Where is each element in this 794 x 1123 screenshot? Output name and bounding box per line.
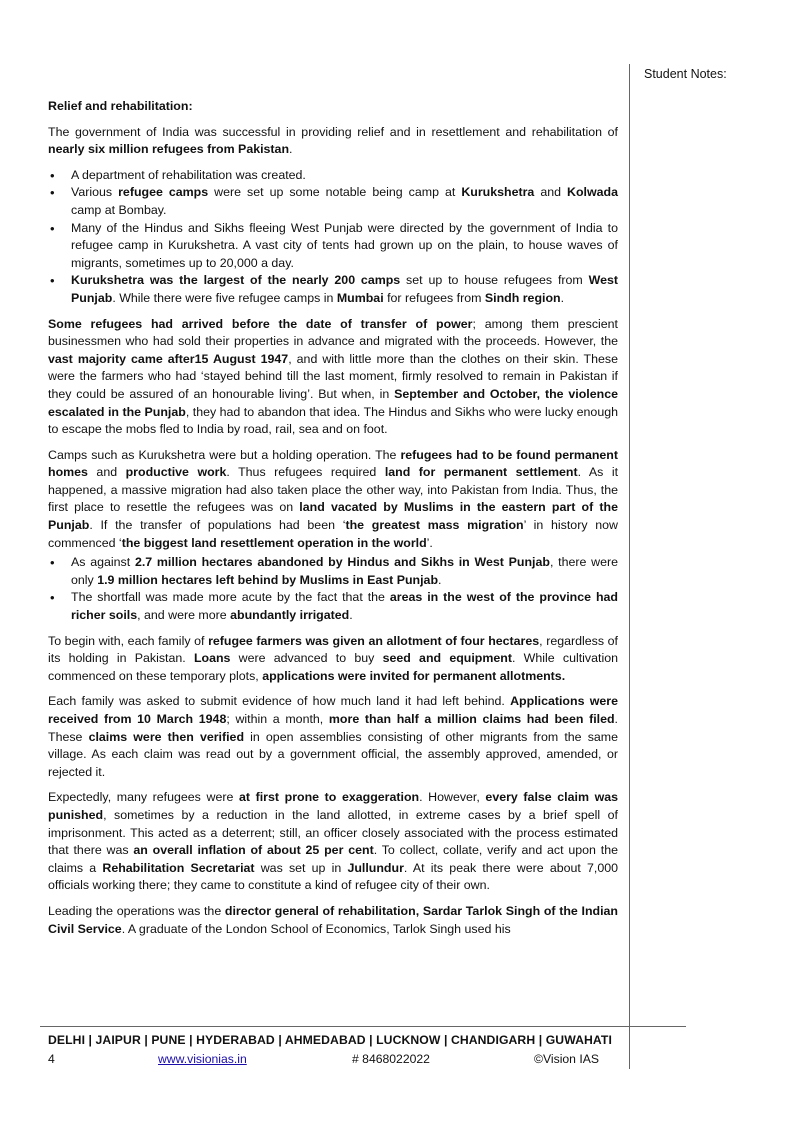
page-number: 4 [48,1052,55,1066]
text-run: and [87,465,126,480]
paragraph-holding-operation [48,447,618,553]
text-run: camp at Bombay. [71,202,167,217]
bold-text: refugee camps [118,185,209,200]
text-run: were advanced to buy [230,651,383,666]
bold-text: director general of rehabilitation, Sardar Tarlok Singh of the Indian Civil Service [48,903,618,936]
text-run: for refugees from [383,290,485,305]
bold-text: more than half a million claims had been filed [328,712,615,726]
bold-text: refugee farmers was given an allotment of four hectares [208,633,540,648]
text-run: The government of India was successful in providing relief and in resettlement and rehabilitation of [48,124,618,139]
text-run: ’. [426,535,433,550]
bold-text: the greatest mass migration [345,518,524,533]
text-run: Expectedly, many refugees were [48,790,239,805]
camps-bullet-list [48,167,618,308]
paragraph-allotment [48,633,618,686]
bold-text: Jullundur [347,860,404,875]
bold-text: nearly six million refugees from Pakistan [48,142,290,157]
text-run: The shortfall was made more acute by the fact that the [71,590,390,605]
bold-text: abundantly irrigated [230,608,350,623]
text-run: in open assemblies consisting of other migrants from the same village. As each claim was read out by a government official, the assembly approved, amended, or rejected it. [48,729,618,779]
bold-text: an overall inflation of about 25 per cent [133,843,374,858]
bold-text: Sindh region [484,290,561,305]
text-run: . [560,290,565,305]
bold-text: Kolwada [567,185,618,200]
paragraph-exaggeration [48,789,618,895]
text-run: . [349,608,353,623]
paragraph-director-general [48,903,618,938]
bold-text: vast majority came after15 August 1947 [48,351,289,366]
text-run: . As it happened, a massive migration had also taken place the other way, into Pakistan from India. Thus, the first place to resettle the refugees was on [48,465,619,515]
text-run: ; within a month, [226,712,329,726]
footer-cities: DELHI | JAIPUR | PUNE | HYDERABAD | AHMEDABAD | LUCKNOW | CHANDIGARH | GUWAHATI [48,1033,612,1047]
bold-text: land vacated by Muslims in the eastern part of the Punjab [48,500,618,533]
text-run: and [534,185,568,200]
text-run: Leading the operations was the [48,903,225,918]
text-run: was set up in [254,860,348,875]
text-run: . While cultivation commenced on these temporary plots, [48,651,618,683]
text-run: were set up some notable being camp at [208,185,462,200]
paragraph-early-refugees [48,316,618,439]
text-run: Camps such as Kurukshetra were but a holding operation. The [48,447,401,462]
text-run: , there were only [71,555,618,587]
text-run: . [289,142,293,157]
bold-text: 1.9 million hectares left behind by Muslims in East Punjab [97,572,439,587]
text-run: , and were more [137,608,231,623]
notes-divider [629,64,630,1069]
land-bullet-list [48,554,618,624]
text-run: Many of the Hindus and Sikhs fleeing West Punjab were directed by the government of India to refugee camp in Kurukshetra. A vast city of tents had grown up on the plain, to house waves of migrants, sometimes up to 20,000 a day. [71,220,618,270]
paragraph-claims [48,693,618,781]
bold-text: September and October, the violence escalated in the Punjab [48,386,618,419]
bullet-item [48,220,618,273]
intro-paragraph [48,124,618,159]
bold-text: 2.7 million hectares abandoned by Hindus and Sikhs in West Punjab [134,555,550,570]
text-run: . If the transfer of populations had been ‘ [89,518,346,533]
student-notes-title: Student Notes: [644,67,727,81]
section-heading: Relief and rehabilitation: [48,99,193,113]
bold-text: refugees had to be found permanent homes [48,447,618,480]
text-run: . [438,572,442,587]
text-run: As against [71,555,135,570]
bold-text: Rehabilitation Secretariat [102,860,255,875]
bold-text: Kurukshetra [461,185,535,200]
text-run: set up to house refugees from [400,273,589,288]
phone-number: # 8468022022 [352,1052,430,1066]
bullet-item [48,167,618,185]
text-run: . A graduate of the London School of Economics, Tarlok Singh used his [121,921,511,936]
bold-text: Some refugees had arrived before the date of transfer of power [48,316,473,331]
text-run: . However, [419,790,486,805]
text-run: , and with little more than the clothes on their skin. These were the farmers who had ‘stayed behind till the last moment, firmly resolved to remain in Pakistan if they could be assured of an honourable living’. But when, in [48,351,618,401]
website-link[interactable]: www.visionias.in [158,1052,247,1066]
text-run: , sometimes by a reduction in the land allotted, in extreme cases by a brief spell of imprisonment. This acted as a deterrent; still, an officer closely associated with the process estimated that there was [48,807,618,858]
bold-text: every false claim was punished [48,790,618,822]
text-run: , they had to abandon that idea. The Hindus and Sikhs who were lucky enough to escape the mobs fled to India by road, rail, sea and on foot. [48,404,618,437]
text-run: . Thus refugees required [226,465,385,480]
text-run: . While there were five refugee camps in [112,290,337,305]
bold-text: claims were then verified [88,729,245,744]
page-content [48,98,618,946]
bold-text: Loans [193,651,231,666]
text-run: Each family was asked to submit evidence of how much land it had left behind. [48,694,511,709]
bold-text: applications were invited for permanent allotments. [262,668,566,683]
bold-text: productive work [125,465,227,480]
text-run: . These [48,712,618,744]
text-run: Various [71,185,119,200]
bullet-item [48,272,618,307]
bold-text: the biggest land resettlement operation in the world [121,535,427,550]
bold-text: West Punjab [71,273,618,305]
text-run: ’ in history now commenced ‘ [48,518,618,550]
text-run: . At its peak there were about 7,000 officials working there; they came to constitute a kind of refugee city of their own. [48,860,619,893]
text-run: A department of rehabilitation was created. [71,167,306,182]
bullet-item [48,184,618,219]
bold-text: Applications were received from 10 March 1948 [48,694,618,726]
bullet-item [48,554,618,589]
copyright: ©Vision IAS [534,1052,599,1066]
bullet-item [48,589,618,624]
bold-text: Mumbai [336,290,384,305]
text-run: , regardless of its holding in Pakistan. [48,633,619,666]
bold-text: areas in the west of the province had richer soils [71,590,618,623]
bold-text: at first prone to exaggeration [238,790,420,805]
text-run: To begin with, each family of [48,633,209,648]
bold-text: land for permanent settlement [384,465,578,480]
footer-divider [40,1026,686,1027]
bold-text: Kurukshetra was the largest of the nearly 200 camps [71,273,401,288]
text-run: . To collect, collate, verify and act upon the claims a [48,843,618,875]
text-run: ; among them prescient businessmen who had sold their properties in advance and migrated with the proceeds. However, the [48,316,618,349]
bold-text: seed and equipment [382,651,512,666]
